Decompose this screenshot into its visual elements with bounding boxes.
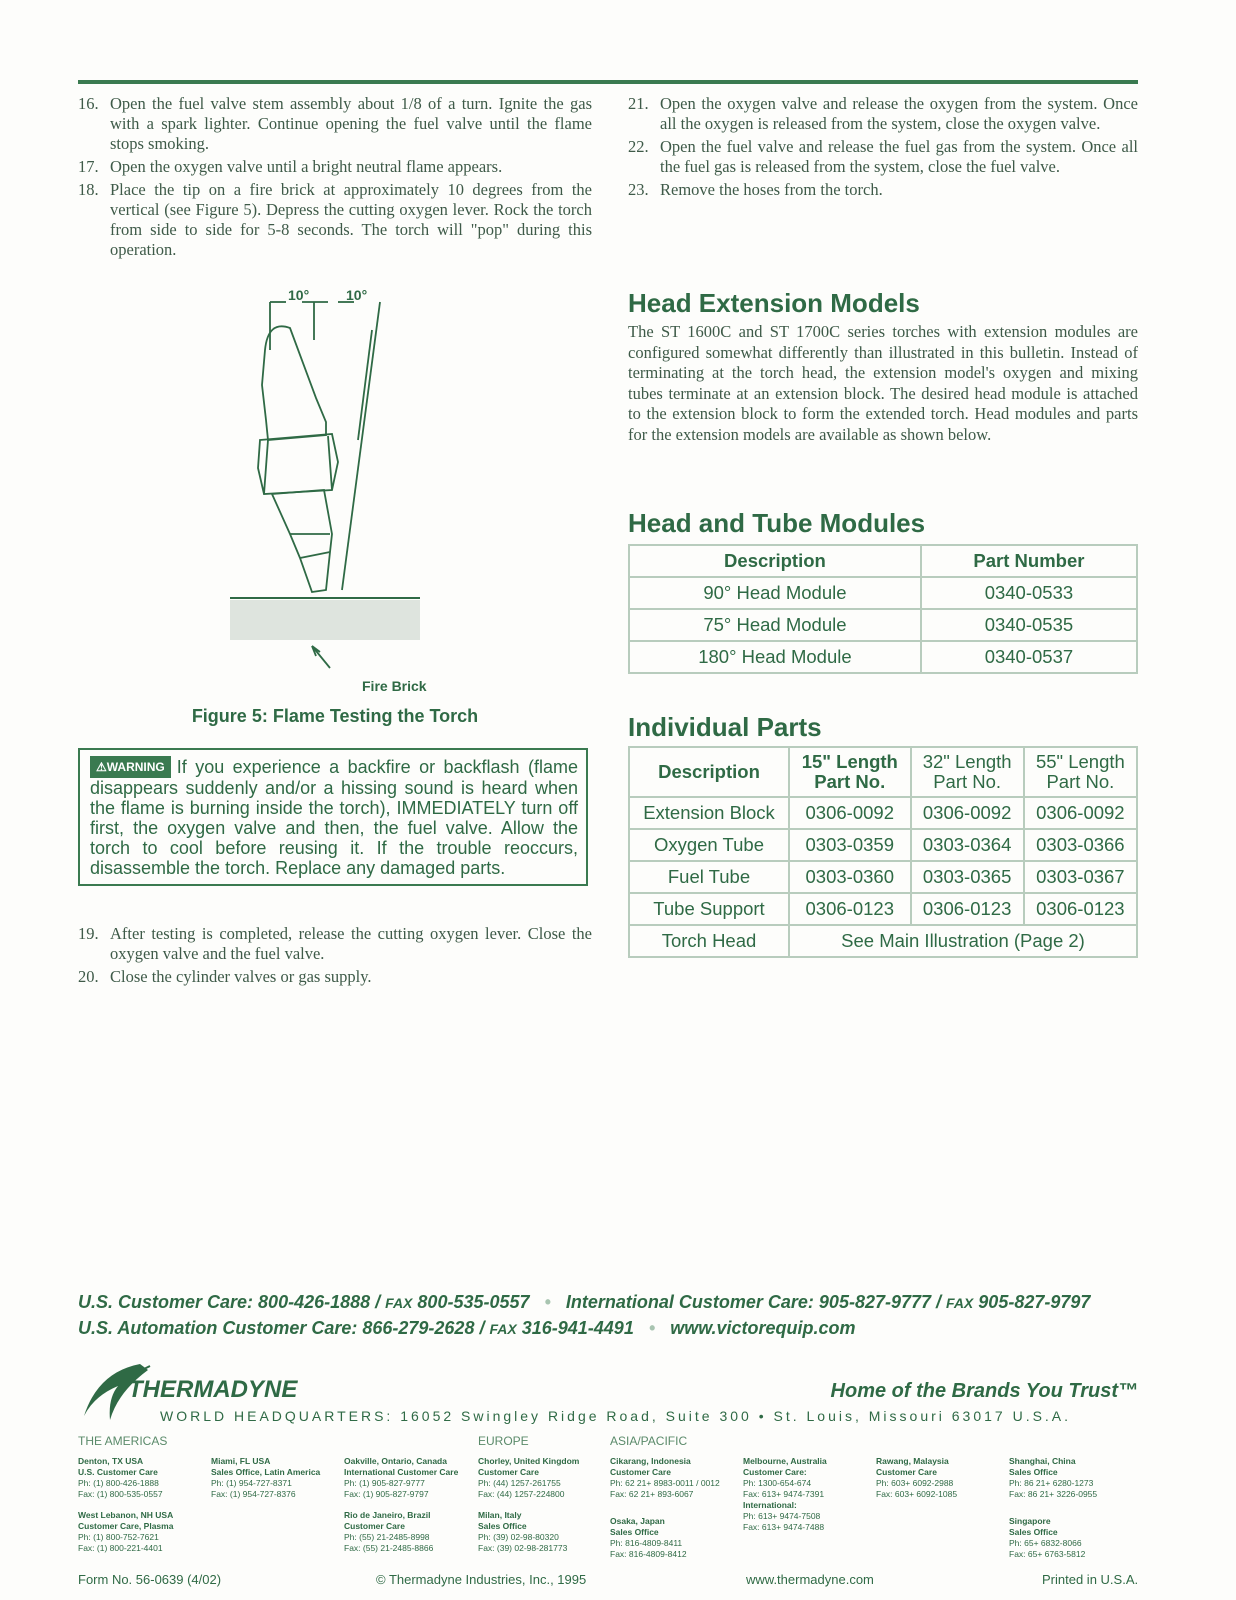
torch-nozzle [272,490,332,592]
cell-description: 90° Head Module [629,577,921,609]
office-milan: Milan, Italy Sales Office Ph: (39) 02-98-80320 Fax: (39) 02-98-281773 [478,1510,568,1553]
fire-brick [230,600,420,640]
torch-nut [258,434,338,494]
table-header-row [629,545,1137,577]
region-americas: THE AMERICAS [78,1434,168,1448]
customer-care-block [78,1290,1138,1342]
thermadyne-logo-text: THERMADYNE [128,1376,298,1403]
table-row: Fuel Tube 0303-0360 0303-0365 0303-0367 [629,861,1137,893]
torch-tip-body [262,326,326,440]
cell-description: 180° Head Module [629,641,921,673]
cell-part-number: 0340-0533 [921,577,1137,609]
table-row: Tube Support 0306-0123 0306-0123 0306-0123 [629,893,1137,925]
table-row [629,609,1137,641]
figure-5-torch-illustration [220,290,460,690]
office-chorley: Chorley, United Kingdom Customer Care Ph: (44) 1257-261755 Fax: (44) 1257-224800 [478,1456,580,1499]
office-shanghai: Shanghai, China Sales Office Ph: 86 21+ 6280-1273 Fax: 86 21+ 3226-0955 [1009,1456,1098,1499]
steps-list-c [628,94,1138,200]
office-rawang: Rawang, Malaysia Customer Care Ph: 603+ 6092-2988 Fax: 603+ 6092-1085 [876,1456,958,1499]
step-22: 22. Open the fuel valve and release the fuel gas from the system. Once all the fuel gas is released from the system, close the fuel valve. [628,137,1138,176]
cell-part-number: 0340-0537 [921,641,1137,673]
fire-brick-label: Fire Brick [362,678,427,694]
step-21: 21. Open the oxygen valve and release the oxygen from the system. Once all the oxygen is released from the system, close the oxygen valve. [628,94,1138,133]
warning-text: If you experience a backfire or backflash (flame disappears suddenly and/or a hissing sound is heard when the flame is burning inside the torch), IMMEDIATELY turn off first, the oxygen valve and then, the fuel valve. Allow the torch to cool before reusing it. If the trouble reoccurs, disassemble the torch. Replace any damaged parts. [90,757,578,878]
steps-list-a [78,94,592,260]
thermadyne-website-link[interactable]: www.thermadyne.com [746,1572,874,1587]
steps-right [628,94,1138,203]
col-description: Description [629,747,789,797]
head-tube-table [628,544,1138,674]
steps-list-b [78,924,592,987]
individual-parts-heading: Individual Parts [628,712,822,742]
customer-care-line-1: U.S. Customer Care: 800-426-1888 / FAX 800-535-0557 • International Customer Care: 905-827-9777 / FAX 905-827-9797 [78,1292,1091,1312]
angle-guide-right [342,302,380,590]
victor-website-link[interactable]: www.victorequip.com [670,1318,856,1338]
col-15-length: 15" Length Part No. [789,747,911,797]
printed-in: Printed in U.S.A. [1042,1572,1139,1587]
table-header-row [629,747,1137,797]
office-rio: Rio de Janeiro, Brazil Customer Care Ph: (55) 21-2485-8998 Fax: (55) 21-2485-8866 [344,1510,434,1553]
head-tube-heading: Head and Tube Modules [628,508,926,538]
world-headquarters-address: WORLD HEADQUARTERS: 16052 Swingley Ridge Road, Suite 300 • St. Louis, Missouri 63017 U.S.A. [160,1408,1072,1424]
brand-tagline: Home of the Brands You Trust™ [830,1380,1138,1402]
angle-label-right: 10° [346,290,368,303]
office-singapore: Singapore Sales Office Ph: 65+ 6832-8066 Fax: 65+ 6763-5812 [1009,1516,1086,1559]
table-row: Torch Head See Main Illustration (Page 2) [629,925,1137,957]
step-16: 16. Open the fuel valve stem assembly about 1/8 of a turn. Ignite the gas with a spark lighter. Continue opening the fuel valve until the flame stops smoking. [78,94,592,153]
office-osaka: Osaka, Japan Sales Office Ph: 816-4809-8411 Fax: 816-4809-8412 [610,1516,687,1559]
step-20: 20. Close the cylinder valves or gas supply. [78,967,372,986]
customer-care-line-2: U.S. Automation Customer Care: 866-279-2628 / FAX 316-941-4491 • www.victorequip.com [78,1318,856,1338]
head-extension-paragraph: The ST 1600C and ST 1700C series torches with extension modules are configured somewhat differently than illustrated in this bulletin. Instead of terminating at the torch head, the extension model's oxygen and mixing tubes terminate at an extension block. The desired head module is attached to the extension block to form the extended torch. Head modules and parts for the extension models are available as shown below. [628,322,1138,444]
region-asia-pacific: ASIA/PACIFIC [610,1434,688,1448]
figure-caption: Figure 5: Flame Testing the Torch [191,706,479,726]
form-number: Form No. 56-0639 (4/02) [78,1572,222,1587]
step-19: 19. After testing is completed, release the cutting oxygen lever. Close the oxygen valve and the fuel valve. [78,924,592,963]
table-row [629,641,1137,673]
col-description: Description [629,545,921,577]
col-55-length: 55" Length Part No. [1024,747,1137,797]
cell-part-number: 0340-0535 [921,609,1137,641]
step-18: 18. Place the tip on a fire brick at approximately 10 degrees from the vertical (see Figure 5). Depress the cutting oxygen lever. Rock the torch from side to side for 5-8 seconds. The torch will "pop" during this operation. [78,180,592,259]
office-melbourne: Melbourne, Australia Customer Care: Ph: 1300-654-674 Fax: 613+ 9474-7391 International: Ph: 613+ 9474-7508 Fax: 613+ 9474-7488 [743,1456,827,1532]
torch-drawing [220,290,460,690]
table-row: Oxygen Tube 0303-0359 0303-0364 0303-0366 [629,829,1137,861]
steps-left-top [78,94,592,263]
step-17: 17. Open the oxygen valve until a bright neutral flame appears. [78,157,503,176]
head-extension-heading: Head Extension Models [628,288,920,318]
office-miami: Miami, FL USA Sales Office, Latin America Ph: (1) 954-727-8371 Fax: (1) 954-727-8376 [211,1456,321,1499]
cell-description: 75° Head Module [629,609,921,641]
office-cikarang: Cikarang, Indonesia Customer Care Ph: 62 21+ 8983-0011 / 0012 Fax: 62 21+ 893-6067 [610,1456,720,1499]
warning-box [78,748,588,886]
copyright: © Thermadyne Industries, Inc., 1995 [376,1572,587,1587]
table-row [629,577,1137,609]
step-23: 23. Remove the hoses from the torch. [628,180,883,199]
steps-left-bottom [78,924,592,990]
col-32-length: 32" Length Part No. [911,747,1024,797]
fire-brick-pointer [312,646,330,668]
office-west-lebanon: West Lebanon, NH USA Customer Care, Plasma Ph: (1) 800-752-7621 Fax: (1) 800-221-4401 [78,1510,174,1553]
angle-label-left: 10° [288,290,310,303]
office-denton: Denton, TX USA U.S. Customer Care Ph: (1) 800-426-1888 Fax: (1) 800-535-0557 [78,1456,163,1499]
individual-parts-table [628,746,1138,958]
top-rule [78,80,1138,84]
office-oakville: Oakville, Ontario, Canada International Customer Care Ph: (1) 905-827-9777 Fax: (1) 905-827-9797 [344,1456,459,1499]
table-row: Extension Block 0306-0092 0306-0092 0306-0092 [629,797,1137,829]
col-part-number: Part Number [921,545,1137,577]
warning-badge: ⚠WARNING [90,756,171,778]
region-europe: EUROPE [478,1434,529,1448]
